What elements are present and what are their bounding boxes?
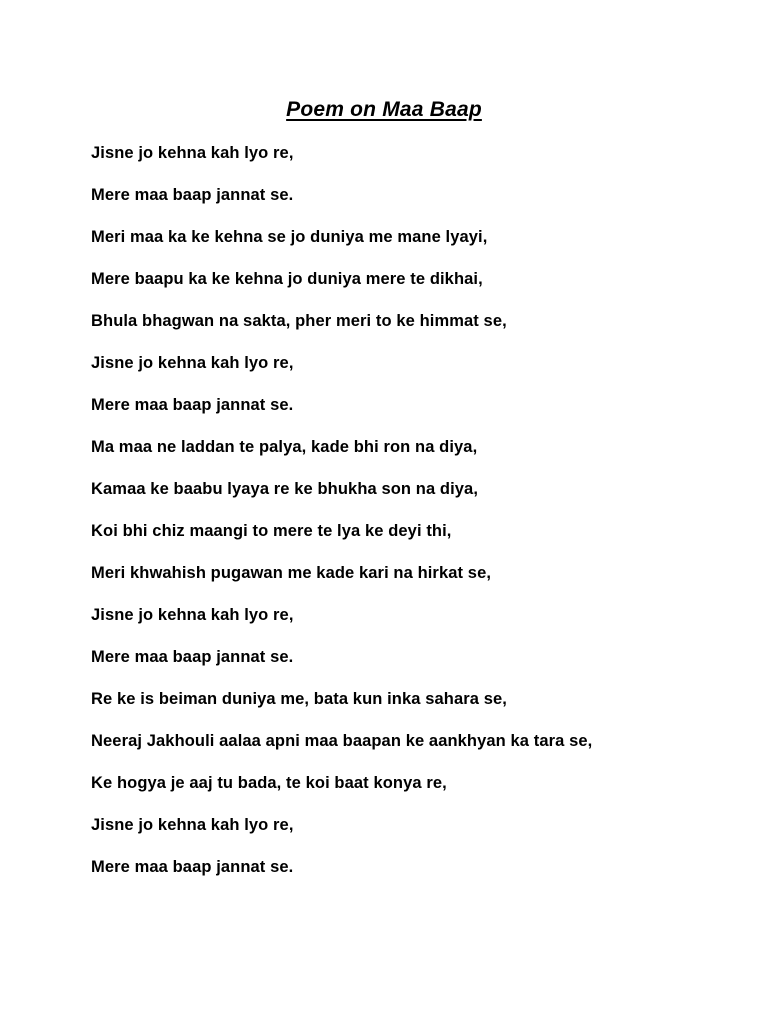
poem-line: Mere baapu ka ke kehna jo duniya mere te dikhai, bbox=[91, 270, 483, 288]
poem-line: Jisne jo kehna kah lyo re, bbox=[91, 354, 294, 372]
poem-line: Meri maa ka ke kehna se jo duniya me mane lyayi, bbox=[91, 228, 488, 246]
poem-line: Kamaa ke baabu lyaya re ke bhukha son na diya, bbox=[91, 480, 479, 498]
poem-line: Ke hogya je aaj tu bada, te koi baat konya re, bbox=[91, 774, 447, 792]
poem-line: Ma maa ne laddan te palya, kade bhi ron na diya, bbox=[91, 438, 478, 456]
poem-line: Mere maa baap jannat se. bbox=[91, 858, 294, 876]
poem-line: Jisne jo kehna kah lyo re, bbox=[91, 816, 294, 834]
poem-line: Jisne jo kehna kah lyo re, bbox=[91, 144, 294, 162]
poem-body bbox=[91, 143, 751, 899]
poem-line: Mere maa baap jannat se. bbox=[91, 186, 294, 204]
poem-line: Bhula bhagwan na sakta, pher meri to ke himmat se, bbox=[91, 312, 507, 330]
poem-line: Mere maa baap jannat se. bbox=[91, 396, 294, 414]
poem-line: Mere maa baap jannat se. bbox=[91, 648, 294, 666]
poem-line: Koi bhi chiz maangi to mere te lya ke deyi thi, bbox=[91, 522, 452, 540]
poem-line: Jisne jo kehna kah lyo re, bbox=[91, 606, 294, 624]
poem-line: Meri khwahish pugawan me kade kari na hirkat se, bbox=[91, 564, 492, 582]
poem-title: Poem on Maa Baap bbox=[286, 98, 482, 121]
poem-line: Re ke is beiman duniya me, bata kun inka sahara se, bbox=[91, 690, 507, 708]
poem-line: Neeraj Jakhouli aalaa apni maa baapan ke aankhyan ka tara se, bbox=[91, 732, 593, 750]
